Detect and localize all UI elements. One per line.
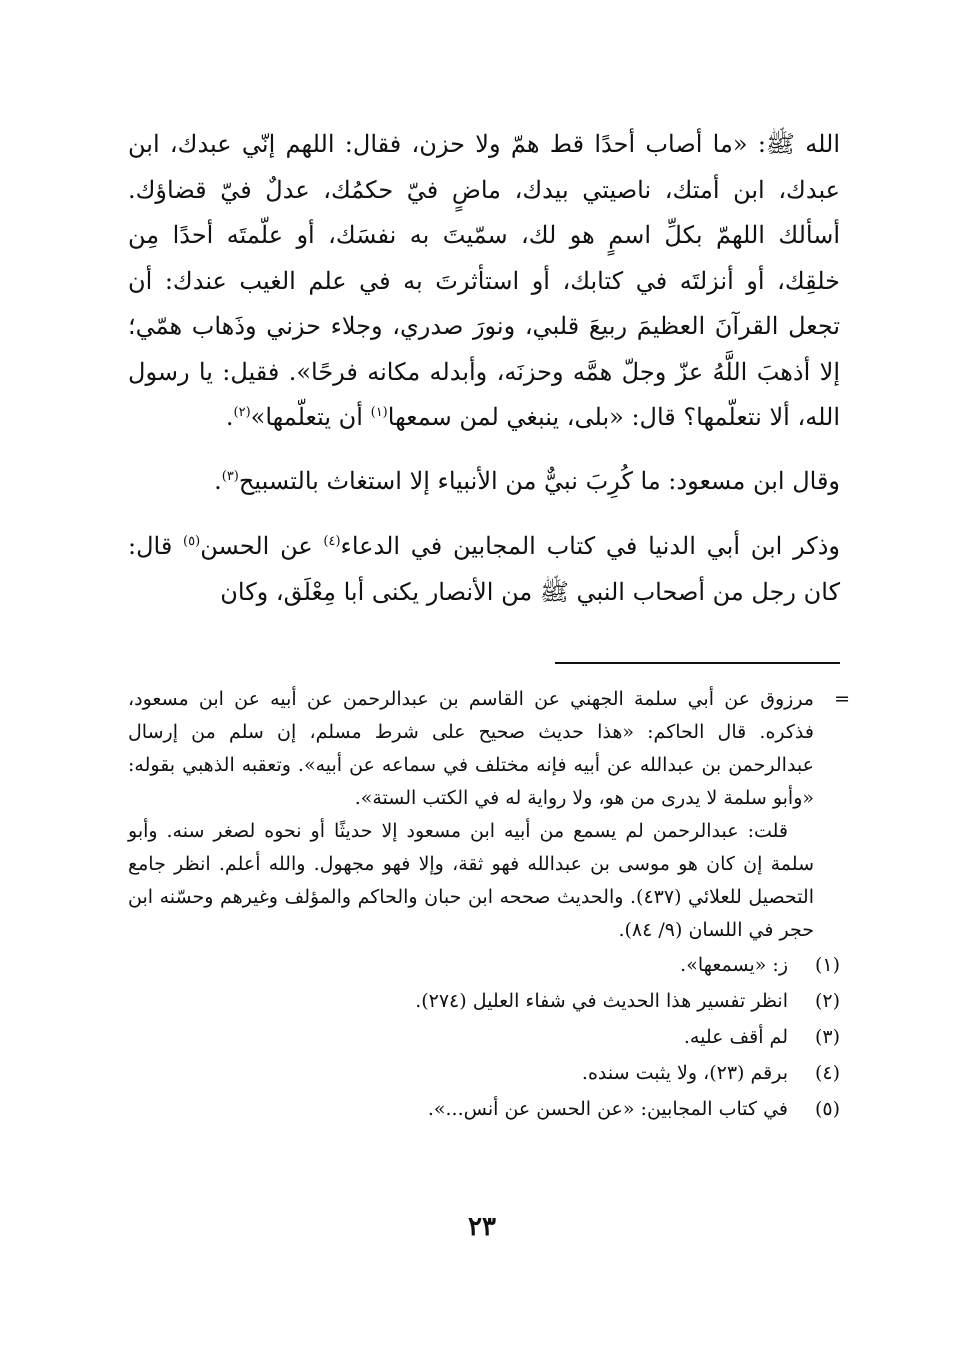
footnote-number: (٥) xyxy=(814,1098,840,1120)
continuation-mark: = xyxy=(834,688,850,710)
footnotes xyxy=(128,683,850,1129)
author-note: قلت: عبدالرحمن لم يسمع من أبيه ابن مسعود إلا حديثًا أو نحوه لصغر سنه. وأبو سلمة إن كان هو موسى بن عبدالله فهو ثقة، وإلا فهو مجهول. والله أعلم. انظر جامع التحصيل للعلائي (٤٣٧). والحديث صححه ابن حبان والحاكم والمؤلف وغيرهم وحسّنه ابن حجر في اللسان (٩/ ٨٤). xyxy=(128,820,814,941)
footnote-divider xyxy=(555,662,840,664)
footnote-text: في كتاب المجابين: «عن الحسن عن أنس...». xyxy=(427,1098,788,1120)
paragraph-text: أن يتعلّمها» xyxy=(250,403,371,431)
footnote-number: (٢) xyxy=(814,990,840,1012)
footnote-number: (١) xyxy=(814,954,840,976)
page-number: ٢٣ xyxy=(468,1212,496,1242)
footnote-number: (٣) xyxy=(814,1026,840,1048)
paragraph-ibn-masud xyxy=(128,459,840,505)
main-text xyxy=(128,122,840,615)
footnote-ref: (٣) xyxy=(221,468,239,484)
footnote-text: ز: «يسمعها». xyxy=(680,954,788,976)
paragraph-hadith xyxy=(128,122,840,441)
paragraph-ibn-abi-dunya xyxy=(128,524,840,615)
footnote-ref: (٤) xyxy=(323,534,341,549)
footnote-text: انظر تفسير هذا الحديث في شفاء العليل (٢٧٤). xyxy=(415,990,788,1012)
footnote-ref: (٥) xyxy=(183,534,201,549)
footnote-list xyxy=(128,949,840,1129)
continuation-text: مرزوق عن أبي سلمة الجهني عن القاسم بن عبدالرحمن عن أبيه عن ابن مسعود، فذكره. قال الحاكم: «هذا حديث صحيح على شرط مسلم، إن سلم من إرسال عبدالرحمن بن عبدالله عن أبيه فإنه مختلف في سماعه عن أبيه». وتعقبه الذهبي بقوله: «وأبو سلمة لا يدرى من هو، ولا رواية له في الكتب الستة». xyxy=(128,688,814,809)
footnote-number: (٤) xyxy=(814,1062,840,1084)
footnote-continuation xyxy=(128,683,850,947)
paragraph-text: الله ﷺ: «ما أصاب أحدًا قط همّ ولا حزن، فقال: اللهم إنّي عبدك، ابن عبدك، ابن أمتك، ناصيتي بيدك، ماضٍ فيّ حكمُك، عدلٌ فيّ قضاؤك. أسألك اللهمّ بكلِّ اسمٍ هو لك، سمّيتَ به نفسَك، أو علّمتَه أحدًا مِن خلقِك، أو أنزلتَه في كتابك، أو استأثرتَ به في علم الغيب عندك: أن تجعل القرآنَ العظيمَ ربيعَ قلبي، ونورَ صدري، وجلاء حزني وذَهاب همّي؛ إلا أذهبَ اللَّهُ عزّ وجلّ همَّه وحزنَه، وأبدله مكانه فرحًا». فقيل: يا رسول الله، ألا نتعلّمها؟ قال: «بلى، ينبغي لمن سمعها xyxy=(128,130,841,431)
footnote-ref: (١) xyxy=(370,405,388,420)
footnote-text: برقم (٢٣)، ولا يثبت سنده. xyxy=(581,1062,788,1084)
paragraph-text: . xyxy=(214,466,222,495)
paragraph-text: عن الحسن xyxy=(200,532,324,560)
footnote-text: لم أقف عليه. xyxy=(683,1026,788,1048)
footnote-item xyxy=(128,1057,840,1093)
footnote-ref: (٢) xyxy=(233,405,251,420)
paragraph-text: وذكر ابن أبي الدنيا في كتاب المجابين في الدعاء xyxy=(340,532,841,560)
footnote-item xyxy=(128,1093,840,1129)
footnote-item xyxy=(128,949,840,985)
footnote-item xyxy=(128,1021,840,1057)
footnote-item xyxy=(128,985,840,1021)
paragraph-text: وقال ابن مسعود: ما كُرِبَ نبيٌّ من الأنبياء إلا استغاث بالتسبيح xyxy=(238,466,840,495)
paragraph-text: قال: كان رجل من أصحاب النبي ﷺ من الأنصار يكنى أبا مِعْلَق، وكان xyxy=(128,532,840,606)
paragraph-text: . xyxy=(225,403,234,431)
